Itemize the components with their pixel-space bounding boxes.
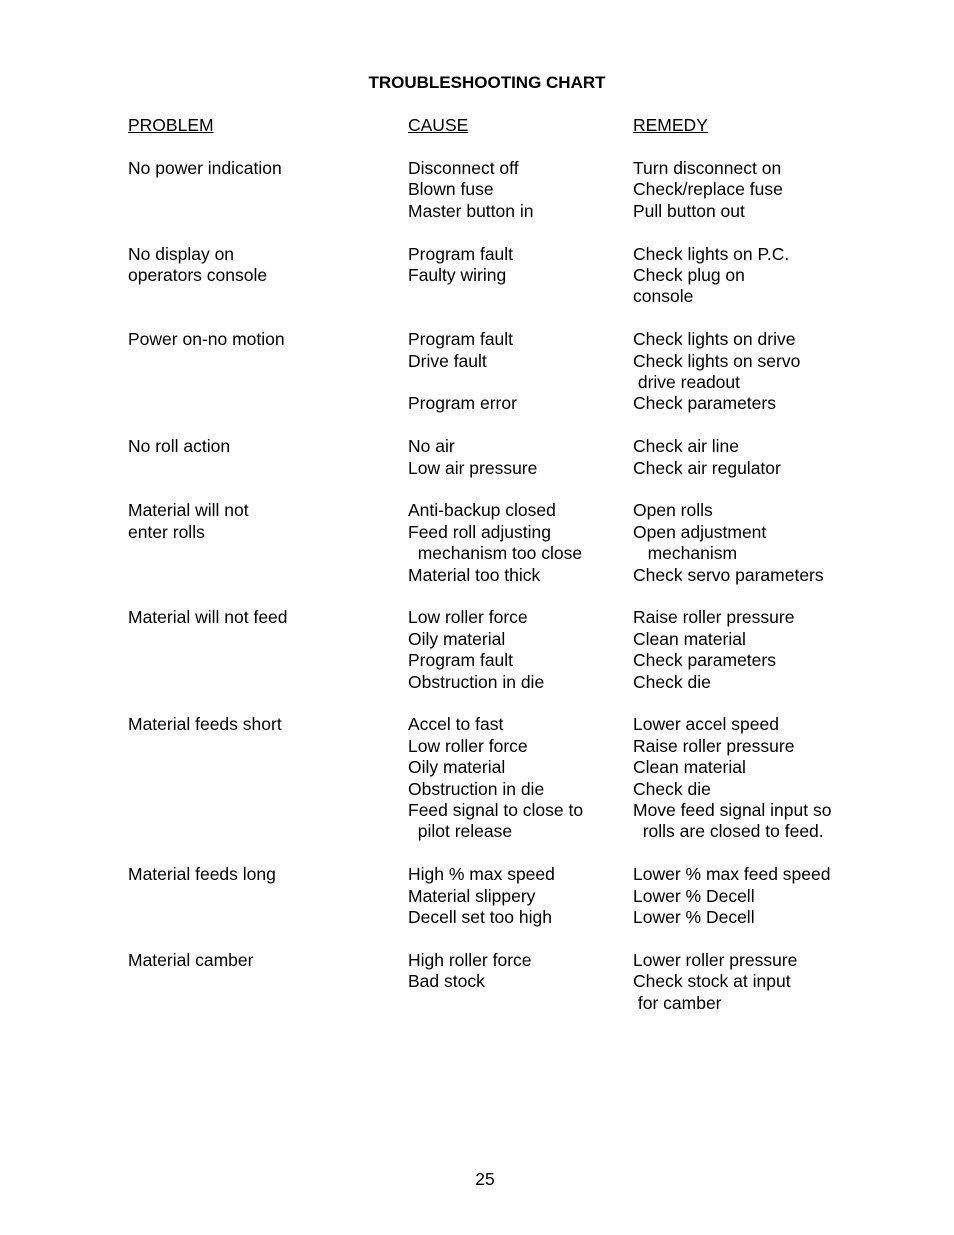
cause-line: Disconnect off xyxy=(408,158,519,178)
problem-cell xyxy=(128,329,285,350)
cause-cell xyxy=(408,607,544,693)
remedy-line: Open adjustment xyxy=(633,521,767,542)
remedy-cell xyxy=(633,950,797,1014)
cause-line: Oily material xyxy=(408,628,506,649)
remedy-line: for camber xyxy=(633,992,722,1013)
remedy-cell xyxy=(633,500,824,586)
cause-line: Low roller force xyxy=(408,607,528,628)
problem-line: operators console xyxy=(128,264,268,285)
remedy-line: rolls are closed to feed. xyxy=(633,821,824,842)
remedy-cell xyxy=(633,864,830,928)
remedy-line: Lower % max feed speed xyxy=(633,864,831,885)
cause-line: Oily material xyxy=(408,757,506,778)
cause-line: Anti-backup closed xyxy=(408,500,556,521)
header-remedy: REMEDY xyxy=(633,115,708,135)
remedy-line: mechanism xyxy=(633,543,738,564)
remedy-line: Open rolls xyxy=(633,500,713,521)
remedy-line: Check die xyxy=(633,671,711,692)
page-title: TROUBLESHOOTING CHART xyxy=(368,73,606,92)
problem-cell xyxy=(128,500,249,543)
problem-line: Material will not xyxy=(128,500,249,521)
cause-line: Obstruction in die xyxy=(408,778,545,799)
cause-line: Decell set too high xyxy=(408,906,552,927)
remedy-line: Check/replace fuse xyxy=(633,179,783,200)
remedy-line: Pull button out xyxy=(633,200,745,221)
remedy-line: Check air regulator xyxy=(633,457,781,478)
problem-cell xyxy=(128,436,230,457)
remedy-cell xyxy=(633,714,831,842)
cause-line: Master button in xyxy=(408,200,534,221)
cause-cell xyxy=(408,436,537,479)
remedy-line: Clean material xyxy=(633,757,746,778)
cause-line: Accel to fast xyxy=(408,714,504,735)
cause-line: Low air pressure xyxy=(408,457,538,478)
problem-cell xyxy=(128,950,253,971)
cause-line: No air xyxy=(408,436,455,457)
remedy-line: drive readout xyxy=(633,371,741,392)
page-number: 25 xyxy=(475,1169,495,1189)
remedy-line: Check die xyxy=(633,778,711,799)
remedy-line: Lower % Decell xyxy=(633,885,755,906)
cause-line: Program fault xyxy=(408,650,514,671)
cause-cell xyxy=(408,500,582,586)
remedy-line: Check air line xyxy=(633,436,740,457)
cause-line: Blown fuse xyxy=(408,179,494,200)
header-cause: CAUSE xyxy=(408,115,469,135)
problem-line: Material will not feed xyxy=(128,607,288,628)
remedy-line: Clean material xyxy=(633,628,746,649)
cause-line: Program error xyxy=(408,393,517,414)
remedy-cell xyxy=(633,158,783,222)
problem-line: No power indication xyxy=(128,158,282,178)
problem-line: No display on xyxy=(128,243,235,264)
problem-line: Material feeds long xyxy=(128,864,276,885)
remedy-line: Raise roller pressure xyxy=(633,735,795,756)
cause-line: Program fault xyxy=(408,243,514,264)
cause-cell xyxy=(408,158,533,222)
cause-line: High % max speed xyxy=(408,864,555,885)
header-problem: PROBLEM xyxy=(128,115,214,135)
cause-line: Material too thick xyxy=(408,564,541,585)
cause-line: Drive fault xyxy=(408,350,487,371)
remedy-line: Check stock at input xyxy=(633,971,791,992)
cause-line: Material slippery xyxy=(408,885,536,906)
problem-line: enter rolls xyxy=(128,521,205,542)
remedy-line: Check servo parameters xyxy=(633,564,824,585)
problem-line: Material feeds short xyxy=(128,714,282,735)
remedy-line: Lower % Decell xyxy=(633,906,755,927)
cause-line: Faulty wiring xyxy=(408,264,507,285)
cause-cell xyxy=(408,864,555,928)
remedy-line: Check lights on servo xyxy=(633,350,801,371)
cause-line: mechanism too close xyxy=(408,543,583,564)
cause-line: Obstruction in die xyxy=(408,671,545,692)
cause-line xyxy=(408,372,517,393)
remedy-cell xyxy=(633,329,800,415)
remedy-line: Lower roller pressure xyxy=(633,949,798,970)
cause-line: pilot release xyxy=(408,821,513,842)
cause-line: High roller force xyxy=(408,949,532,970)
cause-cell xyxy=(408,244,513,287)
cause-line: Feed signal to close to xyxy=(408,799,584,820)
remedy-line: Move feed signal input so xyxy=(633,799,832,820)
problem-line: Power on-no motion xyxy=(128,329,285,350)
problem-cell xyxy=(128,864,276,885)
remedy-cell xyxy=(633,436,781,479)
remedy-line: Check plug on xyxy=(633,264,745,285)
problem-line: Material camber xyxy=(128,949,254,970)
problem-cell xyxy=(128,244,267,287)
remedy-cell xyxy=(633,244,789,308)
problem-line: No roll action xyxy=(128,436,231,457)
remedy-line: Check parameters xyxy=(633,393,776,414)
cause-line: Bad stock xyxy=(408,971,485,992)
remedy-line: Turn disconnect on xyxy=(633,158,782,178)
remedy-line: Check lights on P.C. xyxy=(633,243,790,264)
cause-cell xyxy=(408,329,517,415)
cause-line: Program fault xyxy=(408,329,514,350)
remedy-line: console xyxy=(633,286,694,307)
problem-cell xyxy=(128,714,282,735)
remedy-line: Check lights on drive xyxy=(633,329,796,350)
remedy-line: Raise roller pressure xyxy=(633,607,795,628)
cause-cell xyxy=(408,950,532,993)
remedy-cell xyxy=(633,607,794,693)
cause-line: Low roller force xyxy=(408,735,528,756)
remedy-line: Check parameters xyxy=(633,650,776,671)
problem-cell xyxy=(128,607,288,628)
remedy-line: Lower accel speed xyxy=(633,714,779,735)
cause-line: Feed roll adjusting xyxy=(408,521,551,542)
problem-cell xyxy=(128,158,282,179)
cause-cell xyxy=(408,714,583,842)
